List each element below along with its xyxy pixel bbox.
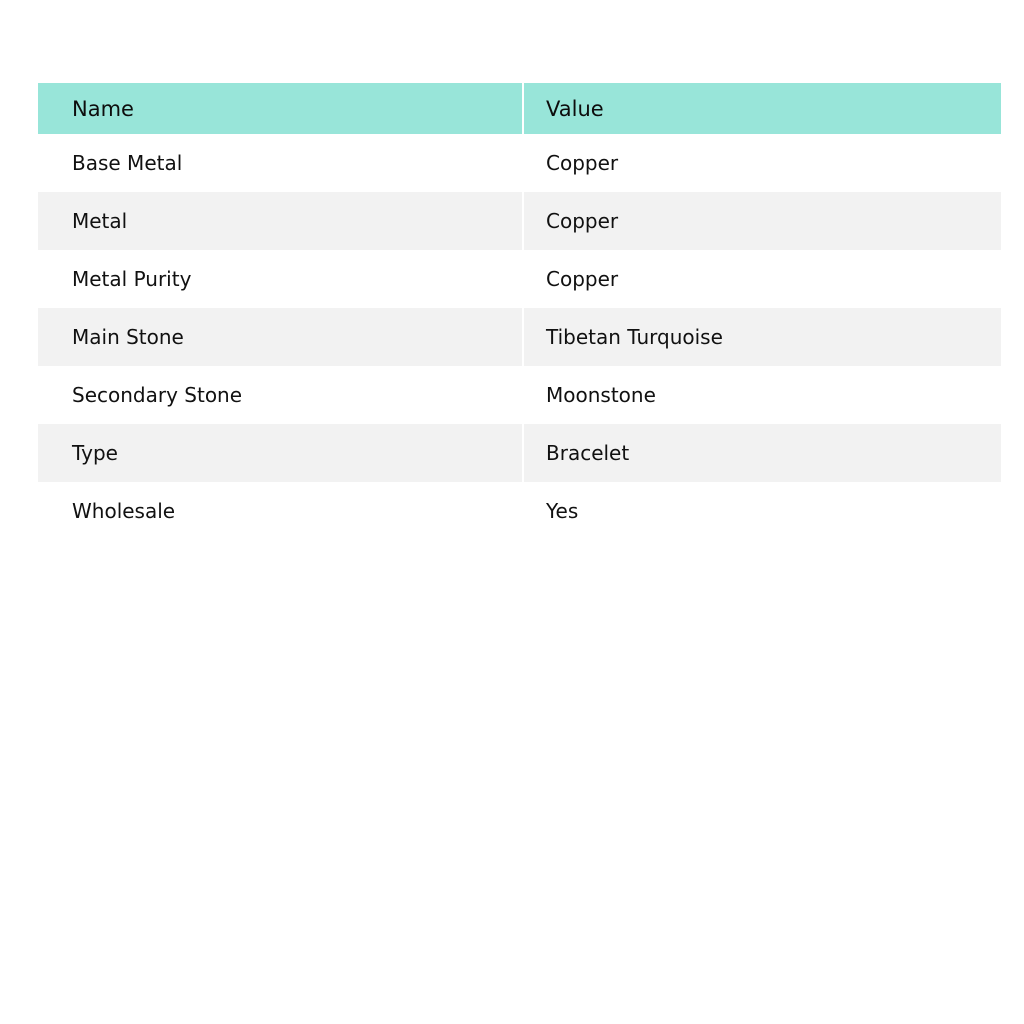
row-name-cell: Wholesale <box>38 482 523 540</box>
row-name-cell: Secondary Stone <box>38 366 523 424</box>
table-row <box>38 192 1001 250</box>
row-value-cell: Bracelet <box>523 424 1001 482</box>
header-value: Value <box>523 83 1001 134</box>
row-value-cell: Tibetan Turquoise <box>523 308 1001 366</box>
table-header <box>38 83 1001 134</box>
table-row <box>38 366 1001 424</box>
table-row <box>38 250 1001 308</box>
table-row <box>38 134 1001 192</box>
row-name-cell: Base Metal <box>38 134 523 192</box>
row-value-cell: Copper <box>523 134 1001 192</box>
row-value-cell: Moonstone <box>523 366 1001 424</box>
table-body <box>38 134 1001 540</box>
row-name-cell: Metal <box>38 192 523 250</box>
row-name-cell: Metal Purity <box>38 250 523 308</box>
table-row <box>38 482 1001 540</box>
header-row <box>38 83 1001 134</box>
row-name-cell: Main Stone <box>38 308 523 366</box>
row-value-cell: Yes <box>523 482 1001 540</box>
row-value-cell: Copper <box>523 250 1001 308</box>
spec-table <box>38 83 1001 540</box>
row-value-cell: Copper <box>523 192 1001 250</box>
table-row <box>38 308 1001 366</box>
table-row <box>38 424 1001 482</box>
header-name: Name <box>38 83 523 134</box>
row-name-cell: Type <box>38 424 523 482</box>
